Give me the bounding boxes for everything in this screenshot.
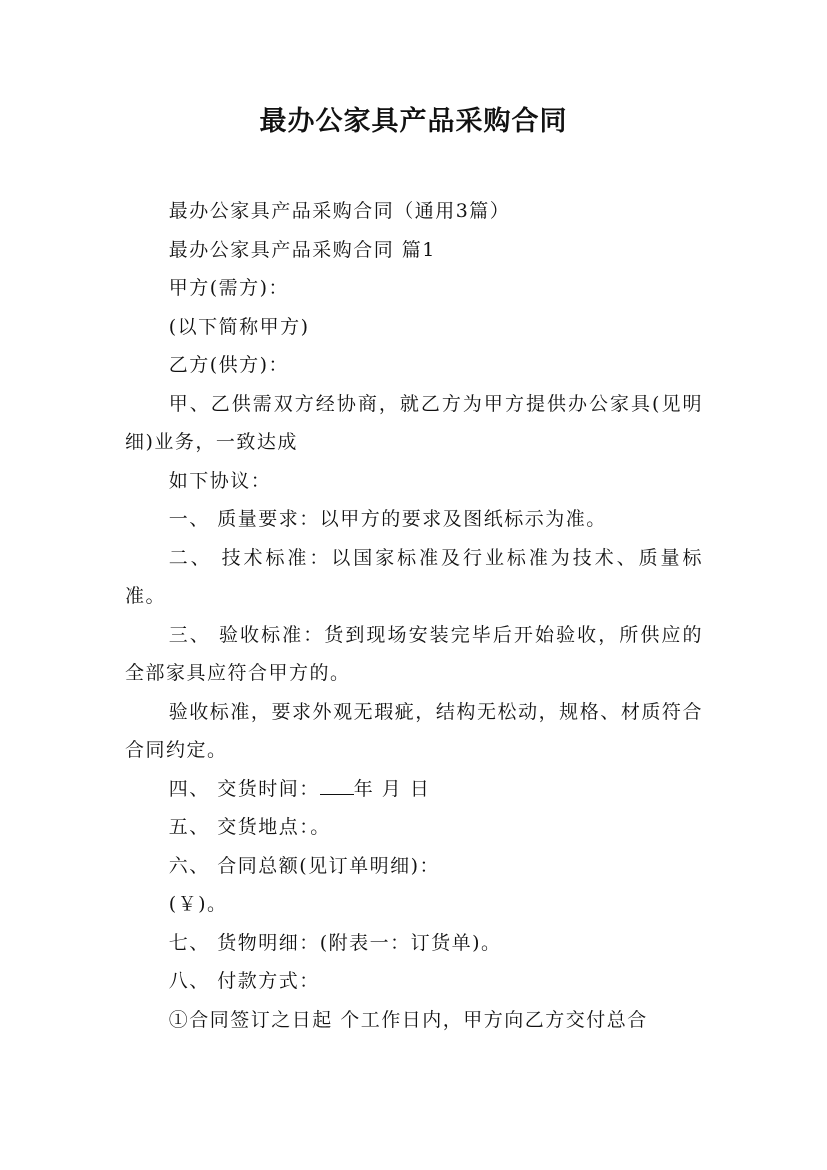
paragraph-clause-8-item-1: ①合同签订之日起 个工作日内，甲方向乙方交付总合 [168,1008,648,1031]
delivery-date-units: 年 月 日 [353,777,431,800]
paragraph-party-b: 乙方(供方)： [168,354,290,376]
delivery-year-blank [320,776,354,795]
paragraph-clause-6: 六、 合同总额(见订单明细)： [168,854,441,877]
paragraph-clause-8: 八、 付款方式： [168,970,320,992]
paragraph-clause-5: 五、 交货地点：。 [168,816,331,838]
paragraph-clause-4 [125,770,703,809]
paragraph-clause-2: 二、 技术标准：以国家标准及行业标准为技术、质量标准。 [125,546,703,607]
document-body [125,192,703,1039]
paragraph-agreement-terms: 如下协议： [168,469,272,492]
paragraph-subtitle: 最办公家具产品采购合同（通用3篇） [168,200,511,222]
paragraph-party-a-note: (以下简称甲方) [168,315,310,338]
delivery-time-label: 四、 交货时间： [168,777,320,800]
document-title: 最办公家具产品采购合同 [259,106,568,137]
paragraph-clause-3-detail: 验收标准，要求外观无瑕疵，结构无松动，规格、材质符合合同约定。 [125,700,703,761]
paragraph-clause-6-amount: (￥)。 [168,893,228,915]
paragraph-party-a: 甲方(需方)： [168,277,290,299]
paragraph-clause-3: 三、 验收标准：货到现场安装完毕后开始验收，所供应的全部家具应符合甲方的。 [125,623,703,684]
paragraph-clause-7: 七、 货物明细：(附表一：订货单)。 [168,931,502,954]
paragraph-agreement-intro: 甲、乙供需双方经协商，就乙方为甲方提供办公家具(见明细)业务，一致达成 [125,392,703,453]
paragraph-clause-1: 一、 质量要求：以甲方的要求及图纸标示为准。 [168,508,607,530]
paragraph-part-heading: 最办公家具产品采购合同 篇1 [168,238,436,261]
